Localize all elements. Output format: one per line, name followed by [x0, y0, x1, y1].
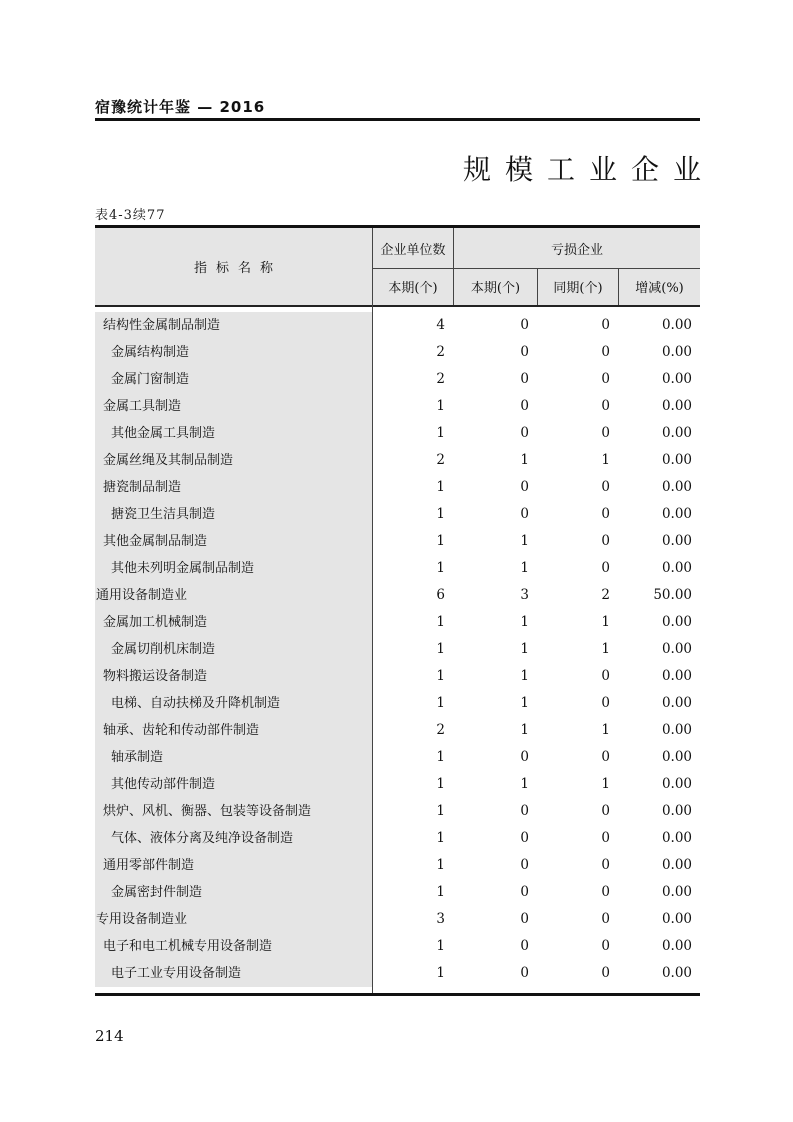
value-cell: 1 [520, 776, 529, 792]
table-row [95, 609, 700, 636]
table-row [95, 528, 700, 555]
indicator-label: 金属密封件制造 [95, 879, 372, 906]
table-row [95, 582, 700, 609]
value-cell: 0 [601, 479, 610, 495]
table-row [95, 717, 700, 744]
value-cell: 0 [601, 506, 610, 522]
value-cell: 1 [436, 425, 445, 441]
header-divider-units-loss [453, 228, 454, 305]
value-cell: 1 [436, 668, 445, 684]
indicator-label: 金属切削机床制造 [95, 636, 372, 663]
indicator-label: 轴承、齿轮和传动部件制造 [95, 717, 372, 744]
value-cell: 1 [436, 398, 445, 414]
value-cell: 0 [520, 857, 529, 873]
table-row [95, 501, 700, 528]
indicator-label: 电子和电工机械专用设备制造 [95, 933, 372, 960]
value-cell: 0.00 [661, 938, 692, 954]
indicator-label: 金属加工机械制造 [95, 609, 372, 636]
indicator-label: 搪瓷卫生洁具制造 [95, 501, 372, 528]
value-cell: 1 [520, 695, 529, 711]
table-row [95, 933, 700, 960]
table-row [95, 906, 700, 933]
value-cell: 1 [436, 533, 445, 549]
value-cell: 0 [601, 749, 610, 765]
indicator-label: 轴承制造 [95, 744, 372, 771]
value-cell: 0.00 [661, 506, 692, 522]
value-cell: 0 [520, 371, 529, 387]
indicator-label: 气体、液体分离及纯净设备制造 [95, 825, 372, 852]
value-cell: 1 [436, 749, 445, 765]
value-cell: 1 [520, 452, 529, 468]
value-cell: 0 [601, 533, 610, 549]
indicator-label: 金属丝绳及其制品制造 [95, 447, 372, 474]
value-cell: 0 [520, 344, 529, 360]
value-cell: 0.00 [661, 749, 692, 765]
value-cell: 0 [601, 965, 610, 981]
value-cell: 1 [436, 560, 445, 576]
value-cell: 0.00 [661, 911, 692, 927]
value-cell: 1 [436, 776, 445, 792]
value-cell: 0 [520, 506, 529, 522]
value-cell: 0 [601, 425, 610, 441]
value-cell: 1 [436, 965, 445, 981]
indicator-label: 物料搬运设备制造 [95, 663, 372, 690]
value-cell: 2 [436, 722, 445, 738]
value-cell: 1 [520, 722, 529, 738]
header-bottom-rule [95, 305, 700, 307]
value-cell: 0.00 [661, 425, 692, 441]
value-cell: 1 [520, 614, 529, 630]
table-row [95, 474, 700, 501]
value-cell: 0.00 [661, 452, 692, 468]
value-cell: 0.00 [661, 695, 692, 711]
value-cell: 0 [601, 938, 610, 954]
indicator-label: 其他未列明金属制品制造 [95, 555, 372, 582]
table-body [95, 312, 700, 987]
value-cell: 0 [520, 938, 529, 954]
indicator-label: 金属结构制造 [95, 339, 372, 366]
value-cell: 0.00 [661, 479, 692, 495]
table-row [95, 690, 700, 717]
value-cell: 0.00 [661, 965, 692, 981]
value-cell: 4 [436, 317, 445, 333]
value-cell: 1 [520, 533, 529, 549]
value-cell: 0 [520, 749, 529, 765]
value-cell: 6 [436, 587, 445, 603]
value-cell: 1 [436, 641, 445, 657]
value-cell: 0.00 [661, 533, 692, 549]
value-cell: 0.00 [661, 398, 692, 414]
value-cell: 1 [601, 452, 610, 468]
table-bottom-rule [95, 993, 700, 996]
value-cell: 0 [601, 398, 610, 414]
value-cell: 3 [436, 911, 445, 927]
value-cell: 0.00 [661, 668, 692, 684]
value-cell: 0 [601, 344, 610, 360]
table-row [95, 825, 700, 852]
table-row [95, 744, 700, 771]
value-cell: 0.00 [661, 344, 692, 360]
value-cell: 0 [601, 371, 610, 387]
header-units-current-period: 本期(个) [373, 268, 453, 305]
value-cell: 1 [520, 641, 529, 657]
value-cell: 1 [601, 776, 610, 792]
value-cell: 0.00 [661, 803, 692, 819]
header-loss-prior-period: 同期(个) [538, 268, 618, 305]
indicator-label: 通用零部件制造 [95, 852, 372, 879]
value-cell: 0 [520, 803, 529, 819]
indicator-label: 金属门窗制造 [95, 366, 372, 393]
value-cell: 0.00 [661, 884, 692, 900]
value-cell: 0 [520, 965, 529, 981]
value-cell: 0 [520, 911, 529, 927]
value-cell: 0.00 [661, 371, 692, 387]
value-cell: 50.00 [653, 587, 692, 603]
indicator-label: 电子工业专用设备制造 [95, 960, 372, 987]
value-cell: 1 [436, 857, 445, 873]
value-cell: 0.00 [661, 560, 692, 576]
indicator-label: 其他金属工具制造 [95, 420, 372, 447]
table-row [95, 555, 700, 582]
value-cell: 0 [601, 830, 610, 846]
table-row [95, 636, 700, 663]
value-cell: 0.00 [661, 776, 692, 792]
header-divider-loss1 [537, 268, 538, 305]
indicator-column-divider [372, 228, 373, 993]
value-cell: 0 [520, 479, 529, 495]
value-cell: 1 [601, 614, 610, 630]
value-cell: 2 [436, 371, 445, 387]
table-row [95, 339, 700, 366]
value-cell: 1 [436, 506, 445, 522]
page-number: 214 [95, 1027, 124, 1045]
table-row [95, 447, 700, 474]
indicator-label: 电梯、自动扶梯及升降机制造 [95, 690, 372, 717]
indicator-label: 金属工具制造 [95, 393, 372, 420]
table-caption: 表4-3续77 [95, 208, 166, 223]
value-cell: 0 [601, 803, 610, 819]
value-cell: 2 [601, 587, 610, 603]
value-cell: 1 [520, 668, 529, 684]
value-cell: 1 [436, 614, 445, 630]
table-row [95, 663, 700, 690]
table-row [95, 366, 700, 393]
indicator-label: 搪瓷制品制造 [95, 474, 372, 501]
value-cell: 0 [520, 830, 529, 846]
value-cell: 0 [601, 317, 610, 333]
indicator-label: 结构性金属制品制造 [95, 312, 372, 339]
header-indicator-name: 指标名称 [95, 228, 372, 305]
value-cell: 0.00 [661, 317, 692, 333]
value-cell: 1 [436, 695, 445, 711]
value-cell: 1 [436, 938, 445, 954]
table-row [95, 798, 700, 825]
value-cell: 0 [601, 668, 610, 684]
table-row [95, 879, 700, 906]
value-cell: 2 [436, 452, 445, 468]
header-divider-loss2 [618, 268, 619, 305]
header-loss-current-period: 本期(个) [454, 268, 537, 305]
table-row [95, 960, 700, 987]
value-cell: 1 [436, 803, 445, 819]
table-row [95, 771, 700, 798]
table-row [95, 393, 700, 420]
value-cell: 1 [520, 560, 529, 576]
value-cell: 0 [520, 398, 529, 414]
indicator-label: 专用设备制造业 [95, 906, 372, 933]
value-cell: 0.00 [661, 614, 692, 630]
header-loss-enterprises: 亏损企业 [454, 228, 700, 268]
value-cell: 0.00 [661, 722, 692, 738]
header-enterprise-units: 企业单位数 [373, 228, 453, 268]
value-cell: 0.00 [661, 641, 692, 657]
header-change-percent: 增减(%) [619, 268, 700, 305]
value-cell: 0 [520, 884, 529, 900]
indicator-label: 烘炉、风机、衡器、包装等设备制造 [95, 798, 372, 825]
masthead-title: 宿豫统计年鉴 — 2016 [95, 98, 266, 116]
masthead-rule [95, 118, 700, 121]
value-cell: 1 [436, 884, 445, 900]
page-title: 规模工业企业 [462, 153, 715, 186]
value-cell: 3 [520, 587, 529, 603]
value-cell: 1 [436, 479, 445, 495]
value-cell: 1 [436, 830, 445, 846]
value-cell: 0 [601, 911, 610, 927]
table-row [95, 312, 700, 339]
value-cell: 0 [601, 695, 610, 711]
indicator-label: 通用设备制造业 [95, 582, 372, 609]
indicator-label: 其他金属制品制造 [95, 528, 372, 555]
value-cell: 0 [520, 317, 529, 333]
value-cell: 1 [601, 641, 610, 657]
value-cell: 1 [601, 722, 610, 738]
value-cell: 0.00 [661, 857, 692, 873]
value-cell: 0 [601, 857, 610, 873]
statistics-table [95, 225, 700, 996]
table-row [95, 420, 700, 447]
value-cell: 0 [601, 560, 610, 576]
table-row [95, 852, 700, 879]
value-cell: 0 [601, 884, 610, 900]
header-row-divider [372, 268, 700, 269]
value-cell: 0 [520, 425, 529, 441]
indicator-label: 其他传动部件制造 [95, 771, 372, 798]
value-cell: 2 [436, 344, 445, 360]
value-cell: 0.00 [661, 830, 692, 846]
